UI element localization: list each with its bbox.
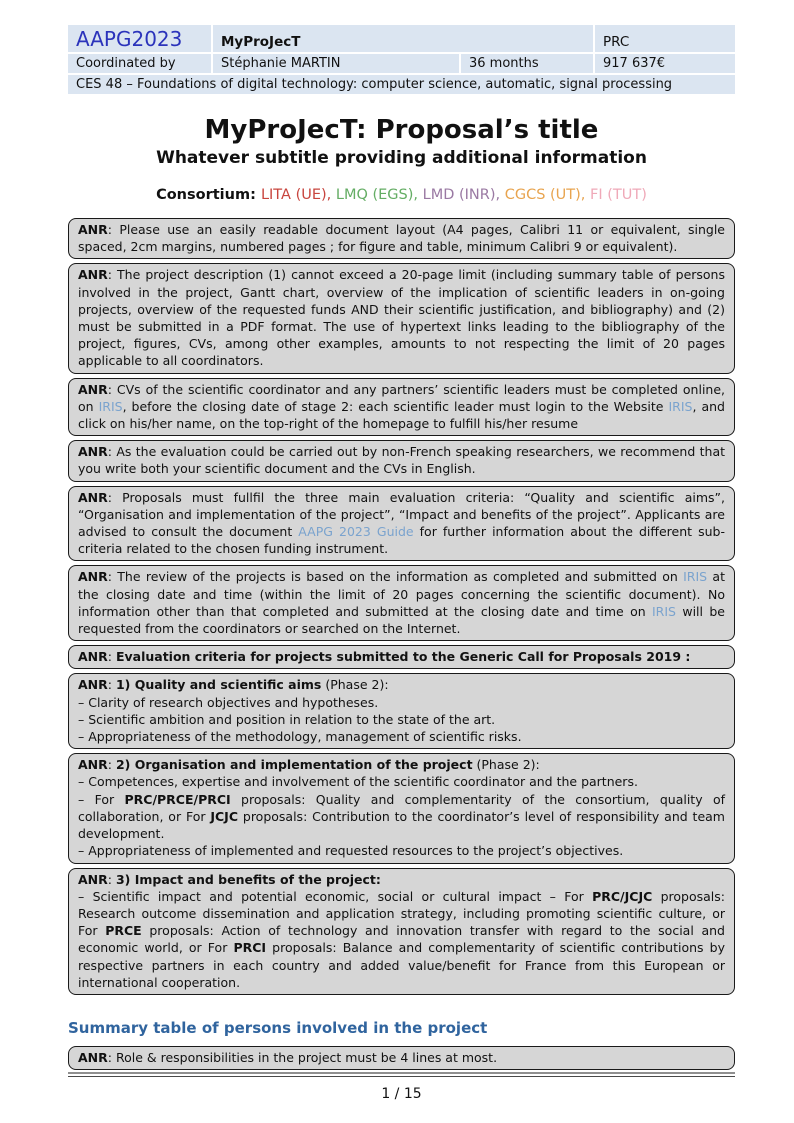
box-text: (Phase 2): [472,757,540,773]
criterion-bullet: – Competences, expertise and involvement of the scientific coordinator and the partners. [78,774,638,790]
page-footer [68,1072,735,1102]
requested-budget: 917 637€ [595,54,735,73]
iris-link[interactable]: IRIS [652,603,676,619]
aapg-guide-link[interactable]: AAPG 2023 Guide [298,524,414,540]
anr-box-evaluation-criteria [68,645,735,669]
box-text: – For [78,791,125,807]
partner-fi: FI (TUT) [590,187,647,203]
box-text: : CVs of the scientific coordinator and any partners’ scientific leaders must be completed online, on [78,381,725,414]
proposal-type: PRCE [105,923,142,939]
call-identifier: AAPG2023 [68,25,211,52]
criterion-bullet: – Appropriateness of the methodology, management of scientific risks. [78,729,522,745]
coordinator-name: Stéphanie MARTIN [213,54,459,73]
anr-label: ANR [78,871,108,887]
box-text: proposals: Balance and complementarity of scientific contributions by respective partners in each country and added value/benefit for France from this European or international cooperation. [78,940,726,990]
iris-link[interactable]: IRIS [668,398,693,414]
partner-lmd: LMD (INR), [422,187,505,203]
criterion-bullet: – Scientific ambition and position in relation to the state of the art. [78,711,496,727]
box-text: : As the evaluation could be carried out by non-French speaking researchers, we recommend that you write both your scientific document and the CVs in English. [78,444,725,477]
box-text: : [107,871,116,887]
anr-box-criterion-3 [68,868,735,995]
proposal-type: PRC/PRCE/PRCI [124,791,231,807]
anr-box-english [68,440,735,481]
consortium-line [68,187,735,203]
footer-rule-thin [68,1076,735,1077]
page-title: MyProJecT: Proposal’s title [204,115,599,145]
section-heading-summary-table: Summary table of persons involved in the project [68,1018,488,1037]
criterion-heading [78,756,725,773]
consortium-label: Consortium: [156,187,256,203]
anr-label: ANR [78,649,108,665]
box-text: at the closing date and time (within the limit of 20 pages concerning the scientific document). No information other than that completed and submitted at the closing date and time on [78,569,725,619]
partner-lita: LITA (UE), [260,187,336,203]
criterion-bullet: – Clarity of research objectives and hypotheses. [78,694,379,710]
box-text: , and click on his/her name, on the top-right of the homepage to fulfill his/her resume [78,398,725,432]
anr-box-criteria-overview [68,486,735,562]
box-text: – Scientific impact and potential economic, social or cultural impact – For [78,888,593,904]
box-text: proposals: Research outcome dissemination and application strategy, including promoting scientific culture, or For [78,888,725,939]
box-text: : The project description (1) cannot exceed a 20-page limit (including summary table of persons involved in the project, Gantt chart, overview of the implication of scientific leaders in on-going projects, overview of the requested funds AND their scientific justification, and bibliography) and (2) must be submitted in a PDF format. The use of hypertext links leading to the bibliography of the project, figures, CVs, among other examples, amounts to not respecting the limit of 20 pages applicable to all coordinators. [78,267,725,369]
anr-box-layout [68,218,735,259]
anr-label: ANR [78,569,108,585]
criterion-title: 2) Organisation and implementation of the project [115,757,473,773]
proposal-type: JCJC [210,808,239,824]
proposal-type: PRCI [233,940,267,956]
anr-label: ANR [78,222,108,237]
box-text: for further information about the different sub-criteria related to the chosen funding instrument. [78,524,725,557]
anr-box-review [68,565,735,641]
box-text: : The review of the projects is based on the information as completed and submitted on [107,569,684,585]
proposal-type: PRC/JCJC [592,888,653,904]
anr-label: ANR [78,381,108,397]
anr-label: ANR [78,757,108,773]
box-text: proposals: Quality and complementarity of the consortium, quality of collaboration, or For [78,791,725,824]
page-number: 1 / 15 [381,1086,422,1102]
header-table [68,25,735,94]
box-text: : Please use an easily readable document layout (A4 pages, Calibri 11 or equivalent, single spaced, 2cm margins, numbered pages ; for figure and table, minimum Calibri 9 or equivalent). [78,222,725,255]
criterion-title: 1) Quality and scientific aims [115,677,322,693]
page-subtitle: Whatever subtitle providing additional information [156,148,647,168]
box-text: will be requested from the coordinators or searched on the Internet. [78,603,725,637]
box-text: : Role & responsibilities in the project must be 4 lines at most. [107,1049,498,1065]
page-content [68,25,735,1074]
box-text: proposals: Contribution to the coordinator’s level of responsibility and team development. [78,808,725,842]
anr-box-page-limit [68,263,735,373]
footer-rule-thick [68,1072,735,1074]
box-text: : [107,677,116,693]
anr-boxes [68,218,735,995]
anr-label: ANR [78,267,108,283]
box-text: : [107,649,116,665]
anr-label: ANR [78,677,108,693]
anr-box-criterion-1 [68,673,735,749]
funding-instrument: PRC [595,25,735,52]
anr-label: ANR [78,489,108,505]
box-text: : [107,757,116,773]
anr-box-cvs [68,378,735,437]
anr-label: ANR [78,1049,108,1065]
project-acronym: MyProJecT [213,25,593,52]
project-duration: 36 months [461,54,593,73]
anr-box-role-responsibilities [68,1046,735,1070]
criterion-title: 3) Impact and benefits of the project: [115,871,381,887]
partner-lmq: LMQ (EGS), [335,187,423,203]
criterion-heading [78,676,725,693]
box-text: proposals: Action of technology and innovation transfer with regard to the social and economic world, or For [78,923,725,956]
partner-cgcs: CGCS (UT), [504,187,591,203]
coordinated-by-label: Coordinated by [68,54,211,73]
anr-label: ANR [78,444,108,460]
criterion-heading [78,871,725,888]
criterion-bullet [78,791,725,843]
iris-link[interactable]: IRIS [683,569,708,585]
title-block [68,115,735,203]
anr-box-criterion-2 [68,753,735,863]
evaluation-committee: CES 48 – Foundations of digital technology: computer science, automatic, signal processing [68,75,735,94]
box-text: , before the closing date of stage 2: each scientific leader must login to the Website [122,398,669,414]
box-text: : Proposals must fullfil the three main evaluation criteria: “Quality and scientific aims”, “Organisation and implementation of the project”, “Impact and benefits of the project”. Applicants are advised to consult the document [78,489,725,540]
box-text: (Phase 2): [321,677,389,693]
iris-link[interactable]: IRIS [98,398,123,414]
criterion-bullet [78,888,725,991]
criterion-bullet: – Appropriateness of implemented and requested resources to the project’s objectives. [78,843,624,859]
box-bold-title: Evaluation criteria for projects submitted to the Generic Call for Proposals 2019 : [115,649,691,665]
